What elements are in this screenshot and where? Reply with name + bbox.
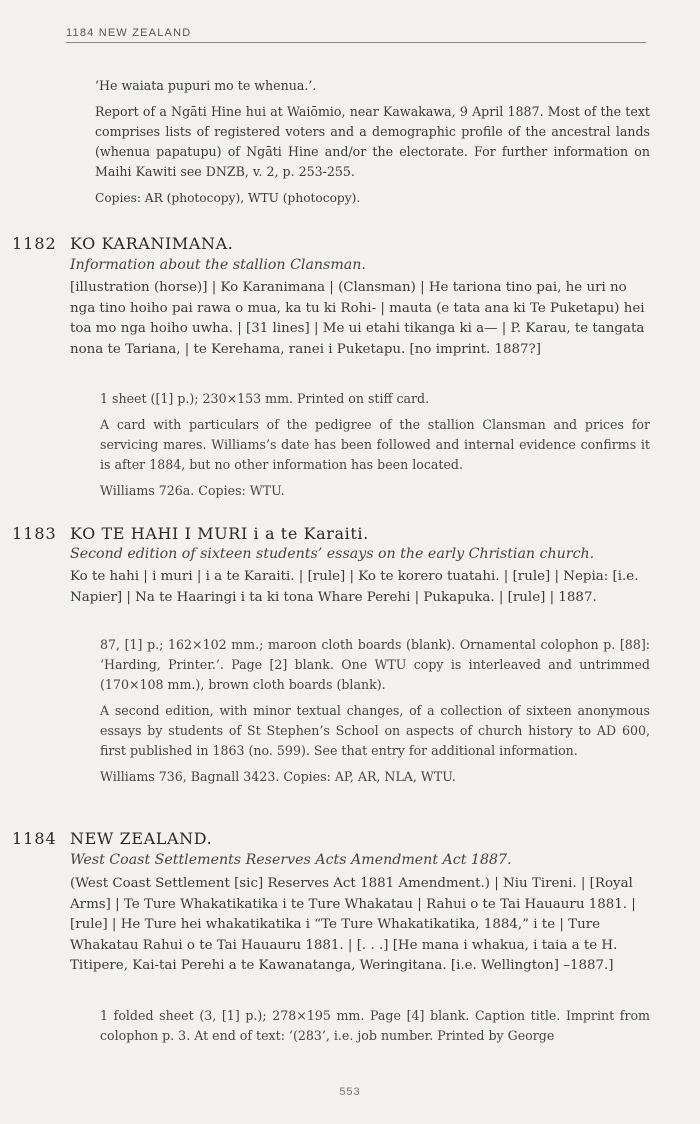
entry-number: 1183 [12, 524, 57, 543]
entry-transcription: [illustration (horse)] | Ko Karanimana | (Clansman) | He tariona tino pai, he uri no nga tino hoiho pai rawa o mua, ka tu ki Rohi- | mauta (e tata ana ki Te Puketapu) hei toa mo nga hoiho uwha. | [31 lines] | Me ui etahi tikanga ki a— | P. Karau, te tangata nona te Tariana, | te Kerehama, ranei i Puketapu. [no imprint. 1887?] [70, 280, 645, 357]
entry-details [100, 635, 650, 793]
entry-heading: KO TE HAHI I MURI i a te Karaiti. [70, 524, 369, 543]
continued-entry [95, 76, 650, 214]
running-head: 1184 NEW ZEALAND [66, 27, 646, 43]
continued-copies: Copies: AR (photocopy), WTU (photocopy). [95, 191, 361, 205]
continued-quote: ‘He waiata pupuri mo te whenua.’. [95, 78, 317, 93]
entry-number: 1182 [12, 234, 57, 253]
entry-heading: NEW ZEALAND. [70, 829, 213, 848]
entry-number: 1184 [12, 829, 57, 848]
entry-transcription: Ko te hahi | i muri | i a te Karaiti. | [rule] | Ko te korero tuatahi. | [rule] | Nepia: [i.e. Napier] | Na te Haaringi i ta ki tona Whare Perehi | Pukapuka. | [rule] | 1887. [70, 569, 639, 605]
entry-physical: 87, [1] p.; 162×102 mm.; maroon cloth boards (blank). Ornamental colophon p. [88]: ‘Harding, Printer.’. Page [2] blank. One WTU copy is interleaved and untrimmed (170×108 mm.), brown cloth boards (blank). [100, 637, 650, 692]
entry-subtitle: Information about the stallion Clansman. [70, 257, 366, 273]
entry-subtitle: West Coast Settlements Reserves Acts Amendment Act 1887. [70, 852, 512, 868]
entry-details [100, 1006, 650, 1052]
entry-transcription: (West Coast Settlement [sic] Reserves Act 1881 Amendment.) | Niu Tireni. | [Royal Arms] | Te Ture Whakatikatika i te Ture Whakatau | Rahui o te Tai Hauauru 1881. | [rule] | He Ture hei whakatikatika i “Te Ture Whakatikatika, 1884,” i te | Ture Whakatau Rahui o te Tai Hauauru 1881. | [. . .] [He mana i whakua, i taia a te H. Titipere, Kai-tai Perehi a te Kawanatanga, Weringitana. [i.e. Wellington] –1887.] [70, 876, 636, 974]
page-number: 553 [339, 1086, 361, 1098]
entry-physical: 1 sheet ([1] p.); 230×153 mm. Printed on stiff card. [100, 391, 430, 406]
entry-note: A card with particulars of the pedigree of the stallion Clansman and prices for servicing mares. Williams’s date has been followed and internal evidence confirms it is after 1884, but no other information has been located. [100, 417, 650, 472]
entry-refs: Williams 736, Bagnall 3423. Copies: AP, AR, NLA, WTU. [100, 769, 456, 784]
entry-details [100, 389, 650, 507]
continued-report: Report of a Ngāti Hine hui at Waiōmio, near Kawakawa, 9 April 1887. Most of the text comprises lists of registered voters and a demographic profile of the ancestral lands (whenua papatupu) of Ngāti Hine and/or the electorate. For further information on Maihi Kawiti see DNZB, v. 2, p. 253-255. [95, 104, 650, 179]
entry-note: A second edition, with minor textual changes, of a collection of sixteen anonymous essays by students of St Stephen’s School on aspects of church history to AD 600, first published in 1863 (no. 599). See that entry for additional information. [100, 703, 650, 758]
entry-physical: 1 folded sheet (3, [1] p.); 278×195 mm. Page [4] blank. Caption title. Imprint from colophon p. 3. At end of text: ‘(283’, i.e. job number. Printed by George [100, 1008, 650, 1043]
entry-subtitle: Second edition of sixteen students’ essays on the early Christian church. [70, 546, 595, 562]
entry-refs: Williams 726a. Copies: WTU. [100, 483, 285, 498]
entry-heading: KO KARANIMANA. [70, 234, 234, 253]
